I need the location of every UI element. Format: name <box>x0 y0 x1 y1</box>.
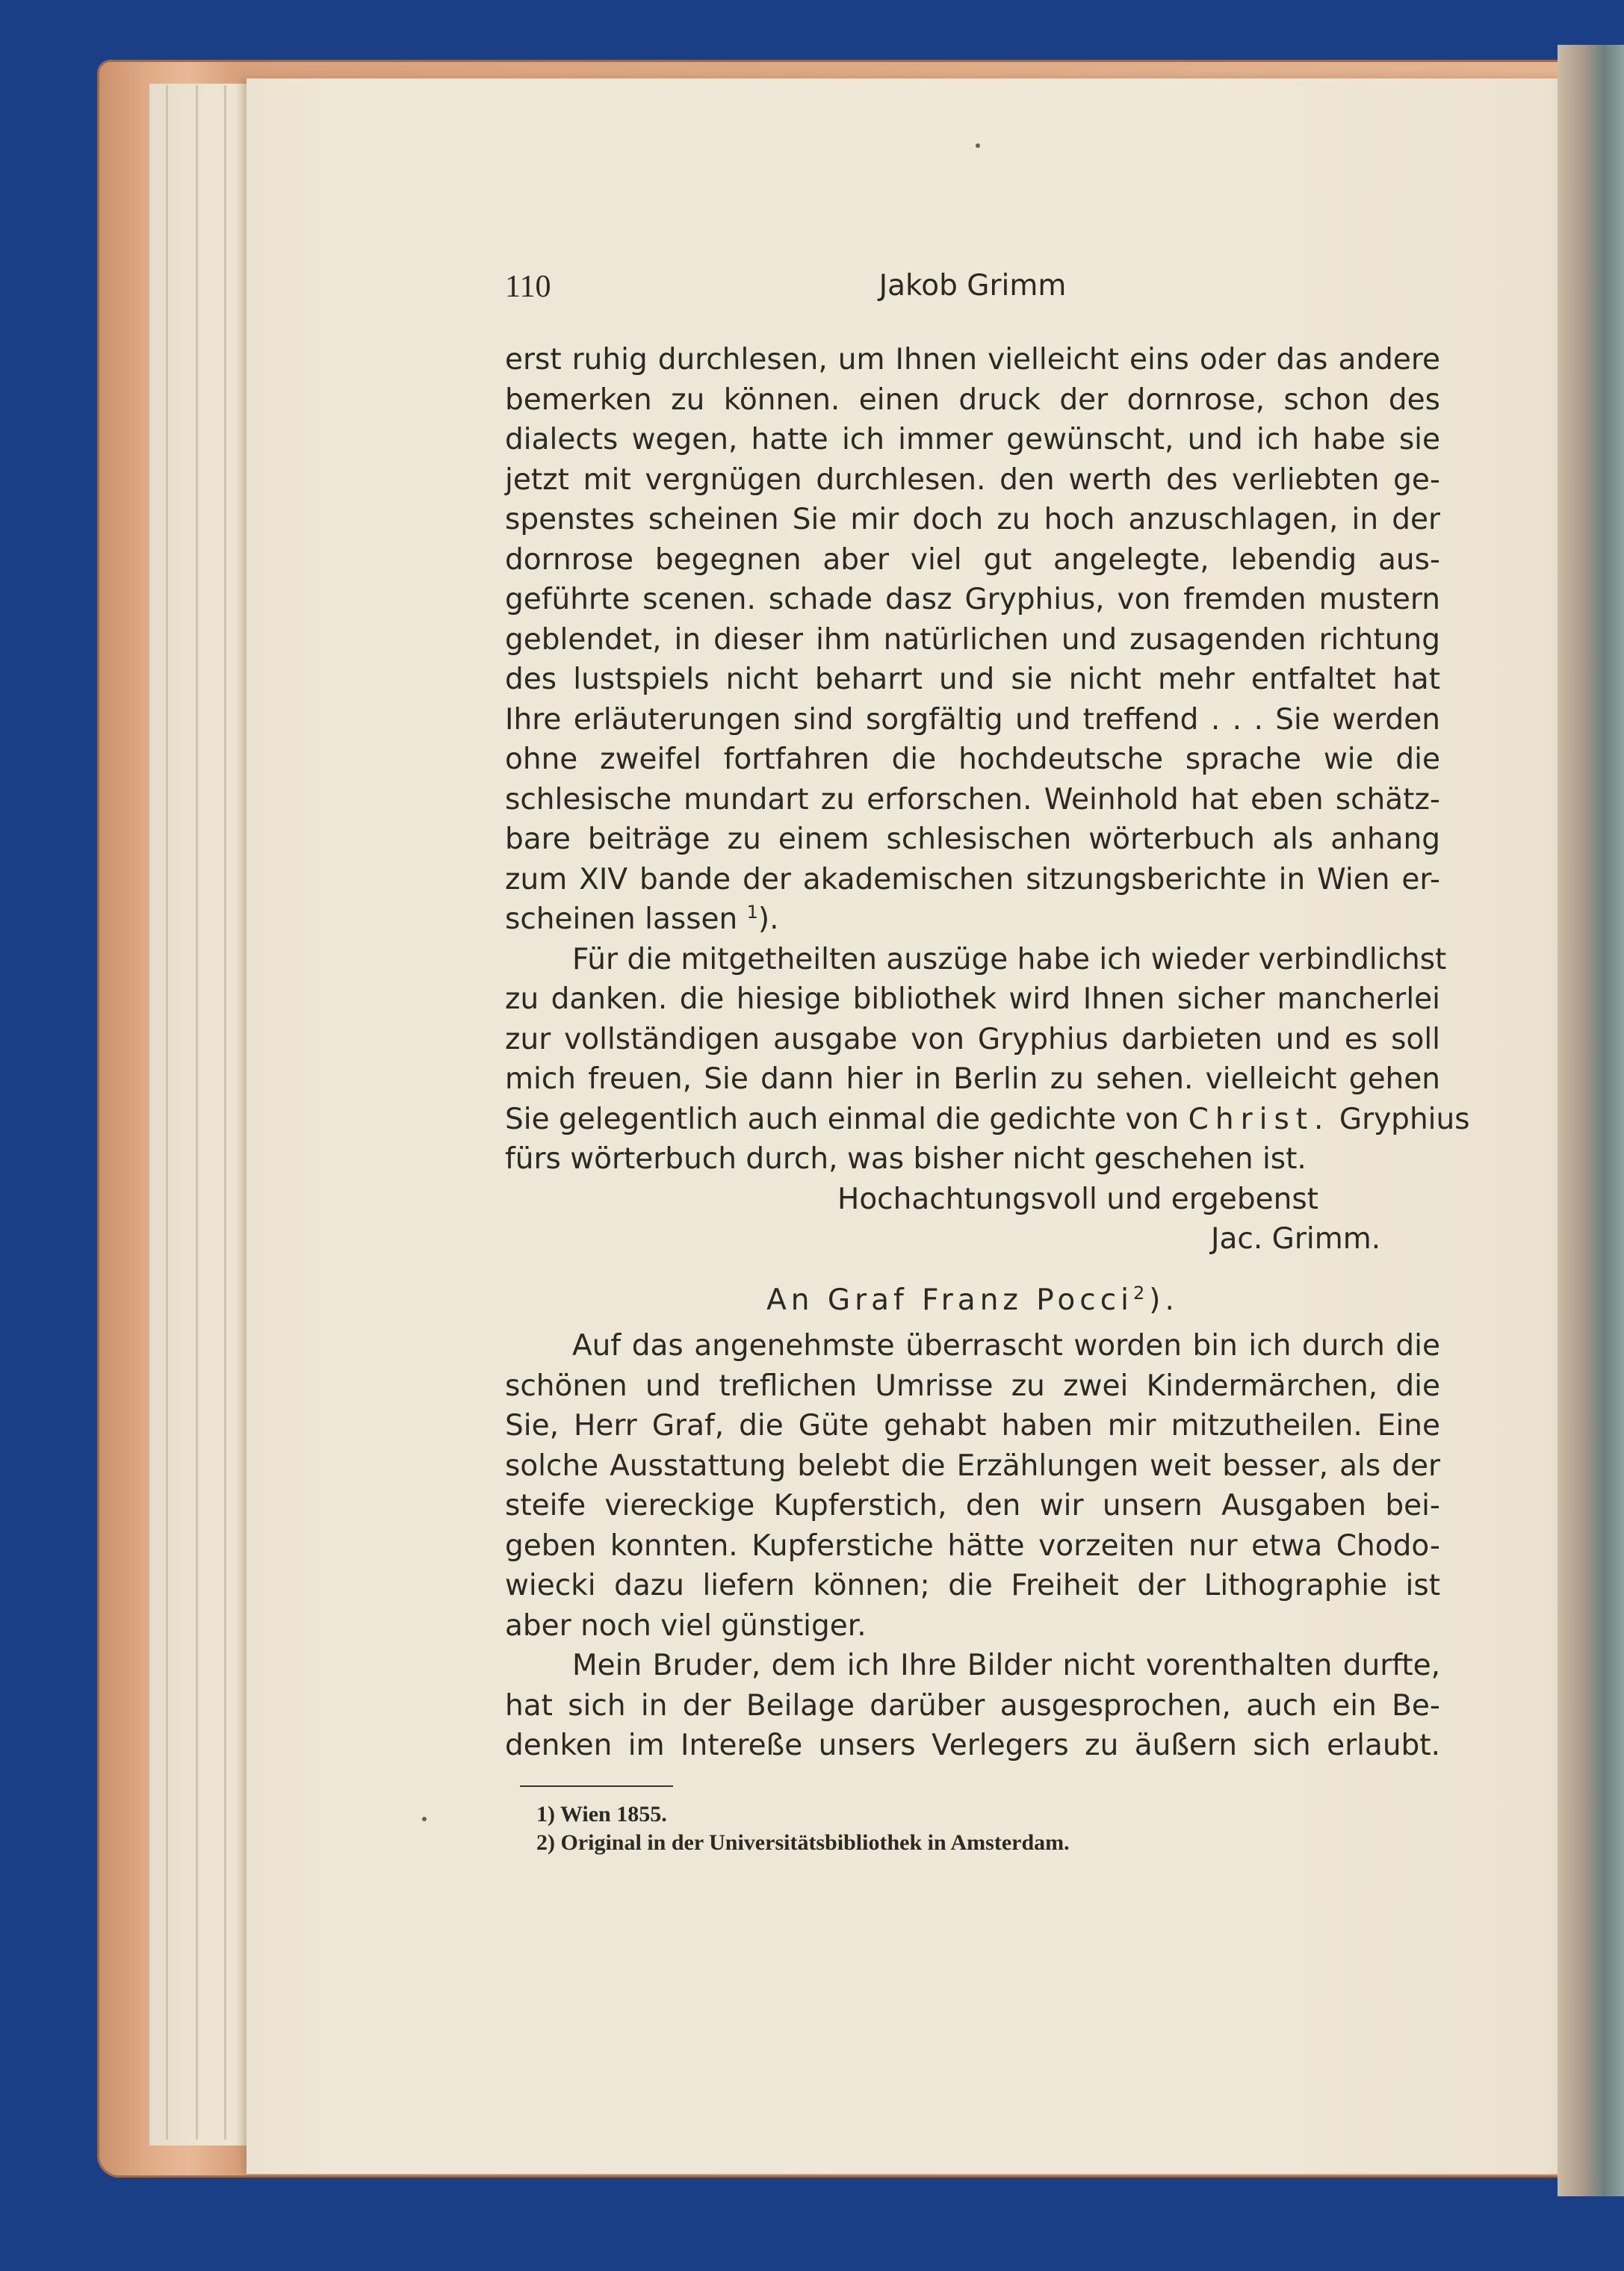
text-line: des lustspiels nicht beharrt und sie nicht mehr entfaltet hat <box>505 663 1440 696</box>
page-header <box>505 269 1440 306</box>
text-line <box>505 1100 1470 1140</box>
text-line: zum XIV bande der akademischen sitzungsberichte in Wien er- <box>505 862 1440 896</box>
text-line: schönen und treflichen Umrisse zu zwei Kindermärchen, die <box>505 1369 1440 1403</box>
signature: Jac. Grimm. <box>1211 1222 1381 1256</box>
paper-speck <box>976 143 980 148</box>
text-line: schlesische mundart zu erforschen. Weinhold hat eben schätz- <box>505 782 1440 817</box>
text-line: bare beiträge zu einem schlesischen wörterbuch als anhang <box>505 822 1440 856</box>
text-run: Sie gelegentlich auch einmal die gedichte von <box>505 1102 1188 1136</box>
text-line: erst ruhig durchlesen, um Ihnen vielleicht eins oder das andere <box>505 343 1440 377</box>
page-edge <box>196 85 198 2140</box>
text-run: ). <box>757 902 779 936</box>
footnote-1: 1) Wien 1855. <box>536 1801 667 1827</box>
text-line: Für die mitgetheilten auszüge habe ich wieder verbindlichst <box>572 942 1447 976</box>
text-line: jetzt mit vergnügen durchlesen. den werth des verliebten ge- <box>505 462 1440 497</box>
paragraph-4 <box>505 1646 1440 1766</box>
page-number: 110 <box>505 270 551 304</box>
paragraph-1 <box>505 340 1440 940</box>
text-line: dornrose begegnen aber viel gut angelegte, lebendig aus- <box>505 542 1440 577</box>
text-line: zu danken. die hiesige bibliothek wird Ihnen sicher mancherlei <box>505 982 1440 1016</box>
book-gutter <box>1558 45 1624 2196</box>
closing-formula: Hochachtungsvoll und ergebenst <box>837 1182 1318 1216</box>
letter-heading <box>505 1280 1440 1321</box>
text-line: bemerken zu können. einen druck der dornrose, schon des <box>505 382 1440 417</box>
text-line: Auf das angenehmste überrascht worden bin ich durch die <box>572 1329 1440 1363</box>
text-line: geben konnten. Kupferstiche hätte vorzeiten nur etwa Chodo- <box>505 1528 1440 1563</box>
text-line: fürs wörterbuch durch, was bisher nicht geschehen ist. <box>505 1142 1307 1176</box>
footnote-ref-1: 1 <box>746 902 758 923</box>
page-body <box>505 340 1470 1857</box>
heading-text: An Graf Franz Pocci <box>766 1283 1133 1317</box>
text-line: Ihre erläuterungen sind sorgfältig und treffend . . . Sie werden <box>505 702 1440 737</box>
text-line: dialects wegen, hatte ich immer gewünscht, und ich habe sie <box>505 423 1440 456</box>
text-line: solche Ausstattung belebt die Erzählungen weit besser, als der <box>505 1449 1440 1483</box>
emphasized-name: Christ. <box>1188 1102 1330 1136</box>
footnote-2: 2) Original in der Universitätsbibliothek in Amsterdam. <box>536 1829 1070 1855</box>
text-line: Sie, Herr Graf, die Güte gehabt haben mir mitzutheilen. Eine <box>505 1409 1440 1443</box>
text-line: geführte scenen. schade dasz Gryphius, von fremden mustern <box>505 583 1440 616</box>
text-line: wiecki dazu liefern können; die Freiheit der Lithographie ist <box>505 1569 1440 1602</box>
text-line: steife viereckige Kupferstich, den wir unsern Ausgaben bei- <box>505 1489 1440 1522</box>
text-run: scheinen lassen <box>505 902 738 936</box>
text-line: hat sich in der Beilage darüber ausgesprochen, auch ein Be- <box>505 1688 1440 1723</box>
text-line: geblendet, in dieser ihm natürlichen und zusagenden richtung <box>505 622 1440 657</box>
footnote-ref-2: 2 <box>1133 1282 1150 1304</box>
running-title: Jakob Grimm <box>878 269 1067 303</box>
page-edge <box>224 85 226 2140</box>
text-line: aber noch viel günstiger. <box>505 1608 867 1643</box>
text-line: ohne zweifel fortfahren die hochdeutsche sprache wie die <box>505 743 1440 776</box>
text-run: Gryphius <box>1330 1102 1470 1136</box>
text-line: denken im Intereße unsers Verlegers zu äußern sich erlaubt. <box>505 1729 1440 1762</box>
text-line: Mein Bruder, dem ich Ihre Bilder nicht vorenthalten durfte, <box>572 1649 1440 1682</box>
paragraph-3 <box>505 1326 1440 1646</box>
heading-end: ). <box>1149 1283 1179 1317</box>
page-edge <box>166 85 168 2140</box>
paper-speck <box>422 1817 427 1821</box>
paragraph-2 <box>505 940 1470 1260</box>
text-line: zur vollständigen ausgabe von Gryphius darbieten und es soll <box>505 1022 1440 1056</box>
footnote-rule <box>520 1785 673 1787</box>
text-line: spenstes scheinen Sie mir doch zu hoch anzuschlagen, in der <box>505 503 1440 536</box>
text-line <box>505 899 1440 940</box>
text-line: mich freuen, Sie dann hier in Berlin zu sehen. vielleicht gehen <box>505 1062 1440 1096</box>
